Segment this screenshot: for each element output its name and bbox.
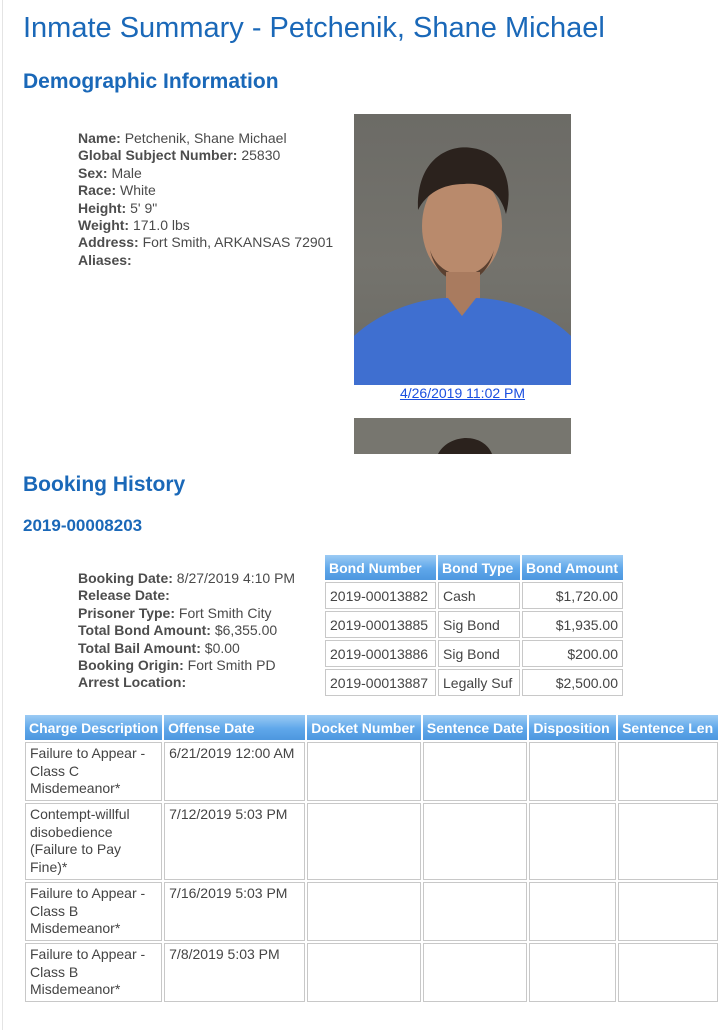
info-row-booking-origin <box>78 657 295 674</box>
disposition-cell <box>529 803 616 880</box>
charge-row <box>25 943 718 1002</box>
photo-date-link[interactable]: 4/26/2019 11:02 PM <box>399 385 526 401</box>
bond-row <box>325 669 623 696</box>
info-row-release-date <box>78 587 295 604</box>
docket-number-cell <box>307 803 421 880</box>
charge-row <box>25 803 718 880</box>
disposition-cell <box>529 882 616 941</box>
offense-date-cell: 7/8/2019 5:03 PM <box>164 943 305 1002</box>
info-row-total-bond <box>78 622 295 639</box>
offense-date-header: Offense Date <box>164 715 305 740</box>
charge-description-cell: Contempt-willful disobedience (Failure to Pay Fine)* <box>25 803 162 880</box>
bond-amount-cell: $200.00 <box>522 640 623 667</box>
bond-type-header: Bond Type <box>438 555 520 580</box>
field-value: $6,355.00 <box>214 622 278 639</box>
bond-number-cell: 2019-00013886 <box>325 640 436 667</box>
bond-number-cell: 2019-00013887 <box>325 669 436 696</box>
info-row-arrest-location <box>78 674 295 691</box>
offense-date-cell: 7/16/2019 5:03 PM <box>164 882 305 941</box>
offense-date-cell: 7/12/2019 5:03 PM <box>164 803 305 880</box>
info-row-total-bail <box>78 640 295 657</box>
field-value: Male <box>111 164 142 181</box>
charges-header-row <box>25 715 718 740</box>
sentence-date-cell <box>423 742 527 801</box>
disposition-header: Disposition <box>529 715 616 740</box>
field-value: 8/27/2019 4:10 PM <box>176 570 296 586</box>
sentence-length-cell <box>618 803 718 880</box>
field-label: Name: <box>78 130 121 146</box>
booking-history-heading: Booking History <box>23 473 186 496</box>
info-row-global-subject-number <box>78 147 333 164</box>
info-row-aliases <box>78 252 333 269</box>
left-border <box>2 0 3 1030</box>
bond-header-row <box>325 555 623 580</box>
docket-number-cell <box>307 882 421 941</box>
docket-number-header: Docket Number <box>307 715 421 740</box>
field-label: Booking Origin: <box>78 657 184 674</box>
charge-description-cell: Failure to Appear - Class B Misdemeanor* <box>25 882 162 941</box>
info-row-height <box>78 200 333 217</box>
field-label: Height: <box>78 199 127 216</box>
sentence-date-cell <box>423 882 527 941</box>
field-label: Address: <box>78 234 139 251</box>
field-label: Total Bail Amount: <box>78 639 201 656</box>
field-value: 171.0 lbs <box>132 217 190 234</box>
info-row-prisoner-type <box>78 605 295 622</box>
field-label: Aliases: <box>78 251 132 268</box>
charge-row <box>25 882 718 941</box>
info-row-race <box>78 182 333 199</box>
disposition-cell <box>529 742 616 801</box>
bond-amount-cell: $2,500.00 <box>522 669 623 696</box>
field-value: Fort Smith, ARKANSAS 72901 <box>142 234 334 251</box>
bond-amount-cell: $1,720.00 <box>522 582 623 609</box>
charge-description-cell: Failure to Appear - Class C Misdemeanor* <box>25 742 162 801</box>
field-value: $0.00 <box>204 639 240 656</box>
bond-row <box>325 582 623 609</box>
inmate-photo <box>354 114 571 385</box>
charge-row <box>25 742 718 801</box>
sentence-date-cell <box>423 943 527 1002</box>
field-label: Weight: <box>78 217 130 234</box>
sentence-length-cell <box>618 943 718 1002</box>
bond-amount-header: Bond Amount <box>522 555 623 580</box>
inmate-photo-secondary <box>354 418 571 454</box>
info-row-sex <box>78 165 333 182</box>
sentence-length-cell <box>618 882 718 941</box>
bond-number-cell: 2019-00013882 <box>325 582 436 609</box>
bond-type-cell: Legally Suf <box>438 669 520 696</box>
bond-number-header: Bond Number <box>325 555 436 580</box>
bond-number-cell: 2019-00013885 <box>325 611 436 638</box>
field-label: Global Subject Number: <box>78 147 238 164</box>
field-label: Arrest Location: <box>78 674 187 691</box>
demographic-info <box>78 130 333 269</box>
field-value: Fort Smith PD <box>187 657 276 674</box>
charges-table <box>23 713 720 1004</box>
info-row-address <box>78 234 333 251</box>
bond-amount-cell: $1,935.00 <box>522 611 623 638</box>
field-value: 5' 9" <box>130 199 158 216</box>
field-value: Petchenik, Shane Michael <box>124 130 287 146</box>
field-value: Fort Smith City <box>178 604 272 621</box>
field-label: Total Bond Amount: <box>78 622 211 639</box>
field-value: 25830 <box>241 147 281 164</box>
bond-type-cell: Sig Bond <box>438 640 520 667</box>
field-label: Race: <box>78 182 117 199</box>
sentence-date-header: Sentence Date <box>423 715 527 740</box>
page-title: Inmate Summary - Petchenik, Shane Michael <box>23 12 605 44</box>
info-row-weight <box>78 217 333 234</box>
field-value: White <box>120 182 156 199</box>
bond-row <box>325 640 623 667</box>
charge-description-header: Charge Description <box>25 715 162 740</box>
info-row-name <box>78 130 333 147</box>
field-label: Sex: <box>78 164 108 181</box>
field-label: Release Date: <box>78 587 170 604</box>
bond-row <box>325 611 623 638</box>
info-row-booking-date <box>78 570 295 587</box>
booking-details <box>78 570 295 692</box>
booking-number: 2019-00008203 <box>23 516 143 535</box>
sentence-length-cell <box>618 742 718 801</box>
sentence-date-cell <box>423 803 527 880</box>
bond-table <box>323 553 625 698</box>
offense-date-cell: 6/21/2019 12:00 AM <box>164 742 305 801</box>
field-label: Prisoner Type: <box>78 604 175 621</box>
charge-description-cell: Failure to Appear - Class B Misdemeanor* <box>25 943 162 1002</box>
bond-type-cell: Cash <box>438 582 520 609</box>
disposition-cell <box>529 943 616 1002</box>
field-label: Booking Date: <box>78 570 173 586</box>
docket-number-cell <box>307 943 421 1002</box>
sentence-length-header: Sentence Len <box>618 715 718 740</box>
bond-type-cell: Sig Bond <box>438 611 520 638</box>
demographic-heading: Demographic Information <box>23 70 279 93</box>
docket-number-cell <box>307 742 421 801</box>
